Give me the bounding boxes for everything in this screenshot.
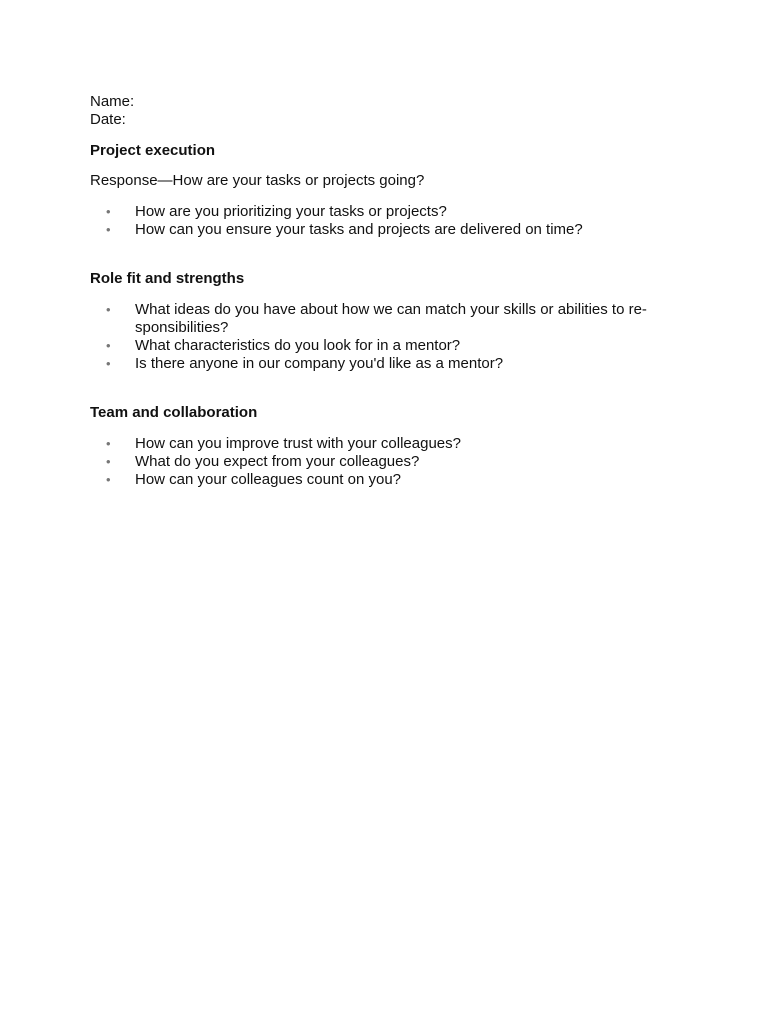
section-title: Project execution bbox=[90, 142, 216, 159]
list-item bbox=[90, 355, 680, 373]
date-label: Date: bbox=[90, 111, 126, 128]
bullet-icon: • bbox=[106, 436, 111, 451]
section-intro: Response—How are your tasks or projects going? bbox=[90, 172, 425, 189]
list-item-text: Is there anyone in our company you'd like as a mentor? bbox=[135, 355, 504, 372]
list-item-text: How can you ensure your tasks and projects are delivered on time? bbox=[135, 221, 583, 238]
section-role-fit bbox=[90, 270, 680, 373]
list-item bbox=[90, 471, 680, 489]
section-title: Team and collaboration bbox=[90, 404, 258, 421]
list-item bbox=[90, 221, 680, 239]
section-team-collaboration bbox=[90, 404, 680, 489]
bullet-icon: • bbox=[106, 472, 111, 487]
bullet-icon: • bbox=[106, 204, 111, 219]
list-item-text: How can your colleagues count on you? bbox=[135, 471, 402, 488]
list-item bbox=[90, 301, 680, 337]
bullet-icon: • bbox=[106, 356, 111, 371]
section-project-execution bbox=[90, 142, 680, 239]
bullet-icon: • bbox=[106, 222, 111, 237]
list-item-text: How are you prioritizing your tasks or projects? bbox=[135, 203, 447, 220]
list-item-text: What do you expect from your colleagues? bbox=[135, 453, 420, 470]
bullet-list bbox=[90, 435, 680, 489]
name-label: Name: bbox=[90, 93, 135, 110]
bullet-list bbox=[90, 301, 680, 373]
section-title: Role fit and strengths bbox=[90, 270, 245, 287]
list-item bbox=[90, 435, 680, 453]
list-item-text: What characteristics do you look for in a mentor? bbox=[135, 337, 461, 354]
list-item bbox=[90, 453, 680, 471]
bullet-icon: • bbox=[106, 454, 111, 469]
list-item bbox=[90, 337, 680, 355]
bullet-icon: • bbox=[106, 302, 111, 317]
bullet-icon: • bbox=[106, 338, 111, 353]
list-item-text: What ideas do you have about how we can match your skills or abilities to re- sponsibilities? bbox=[135, 301, 647, 336]
bullet-list bbox=[90, 203, 680, 239]
list-item bbox=[90, 203, 680, 221]
document-page bbox=[90, 93, 680, 489]
list-item-text: How can you improve trust with your colleagues? bbox=[135, 435, 461, 452]
